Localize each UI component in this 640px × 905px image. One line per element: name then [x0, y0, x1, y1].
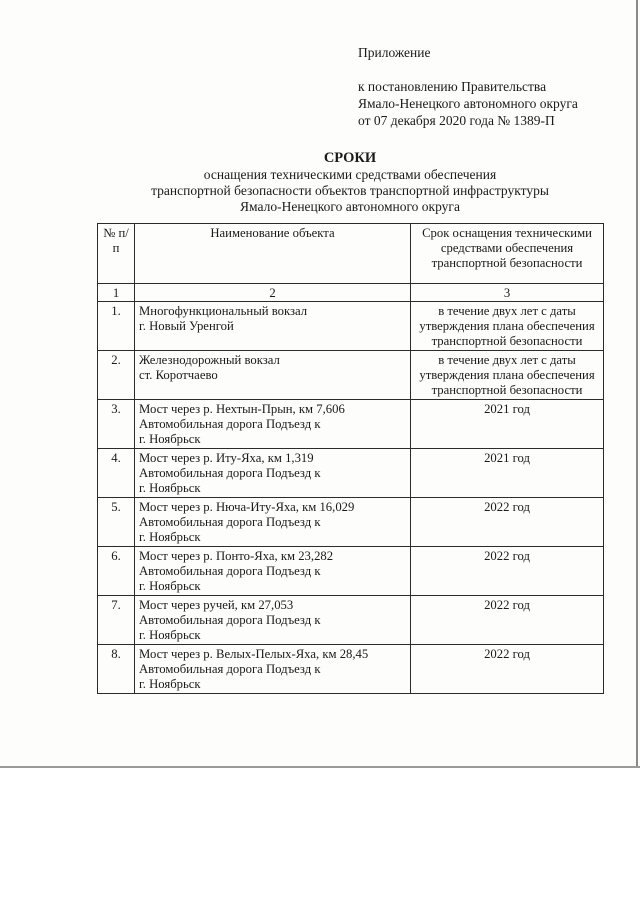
object-name: Железнодорожный вокзал ст. Коротчаево	[135, 351, 411, 400]
row-number: 6.	[98, 547, 135, 596]
row-number: 5.	[98, 498, 135, 547]
equip-term: 2022 год	[411, 596, 604, 645]
document-title	[80, 150, 620, 215]
equip-term: 2021 год	[411, 449, 604, 498]
appendix-decree: к постановлению Правительства	[358, 79, 547, 94]
header-name: Наименование объекта	[135, 224, 411, 284]
appendix-region: Ямало-Ненецкого автономного округа	[358, 96, 578, 111]
equip-term: в течение двух лет с даты утверждения плана обеспечения транспортной безопасности	[411, 351, 604, 400]
equip-term: 2022 год	[411, 547, 604, 596]
row-number: 7.	[98, 596, 135, 645]
row-number: 2.	[98, 351, 135, 400]
appendix-date: от 07 декабря 2020 года № 1389-П	[358, 113, 555, 128]
object-name: Мост через р. Иту-Яха, км 1,319 Автомобильная дорога Подъезд к г. Ноябрьск	[135, 449, 411, 498]
table-row	[98, 547, 604, 596]
appendix-block	[358, 44, 578, 129]
object-name: Многофункциональный вокзал г. Новый Уренгой	[135, 302, 411, 351]
index-cell: 1	[98, 284, 135, 302]
title-line: Ямало-Ненецкого автономного округа	[240, 199, 460, 214]
object-name: Мост через р. Понто-Яха, км 23,282 Автомобильная дорога Подъезд к г. Ноябрьск	[135, 547, 411, 596]
table-header-row	[98, 224, 604, 284]
table-row	[98, 449, 604, 498]
table-row	[98, 498, 604, 547]
row-number: 3.	[98, 400, 135, 449]
row-number: 4.	[98, 449, 135, 498]
page-edge	[0, 766, 640, 768]
title-main: СРОКИ	[323, 150, 377, 166]
table-row	[98, 400, 604, 449]
header-term: Срок оснащения техническими средствами обеспечения транспортной безопасности	[411, 224, 604, 284]
appendix-label: Приложение	[358, 45, 431, 60]
schedule-table	[97, 223, 604, 694]
object-name: Мост через р. Нехтын-Прын, км 7,606 Автомобильная дорога Подъезд к г. Ноябрьск	[135, 400, 411, 449]
header-num: № п/п	[98, 224, 135, 284]
equip-term: 2022 год	[411, 498, 604, 547]
object-name: Мост через ручей, км 27,053 Автомобильная дорога Подъезд к г. Ноябрьск	[135, 596, 411, 645]
equip-term: 2022 год	[411, 645, 604, 694]
title-line: транспортной безопасности объектов транспортной инфраструктуры	[151, 183, 549, 198]
equip-term: 2021 год	[411, 400, 604, 449]
index-cell: 3	[411, 284, 604, 302]
equip-term: в течение двух лет с даты утверждения плана обеспечения транспортной безопасности	[411, 302, 604, 351]
table-row	[98, 302, 604, 351]
table-index-row	[98, 284, 604, 302]
object-name: Мост через р. Нюча-Иту-Яха, км 16,029 Автомобильная дорога Подъезд к г. Ноябрьск	[135, 498, 411, 547]
table-row	[98, 351, 604, 400]
table-row	[98, 645, 604, 694]
page-edge	[636, 0, 638, 768]
index-cell: 2	[135, 284, 411, 302]
object-name: Мост через р. Велых-Пелых-Яха, км 28,45 Автомобильная дорога Подъезд к г. Ноябрьск	[135, 645, 411, 694]
row-number: 1.	[98, 302, 135, 351]
row-number: 8.	[98, 645, 135, 694]
title-line: оснащения техническими средствами обеспечения	[203, 167, 497, 182]
table-row	[98, 596, 604, 645]
